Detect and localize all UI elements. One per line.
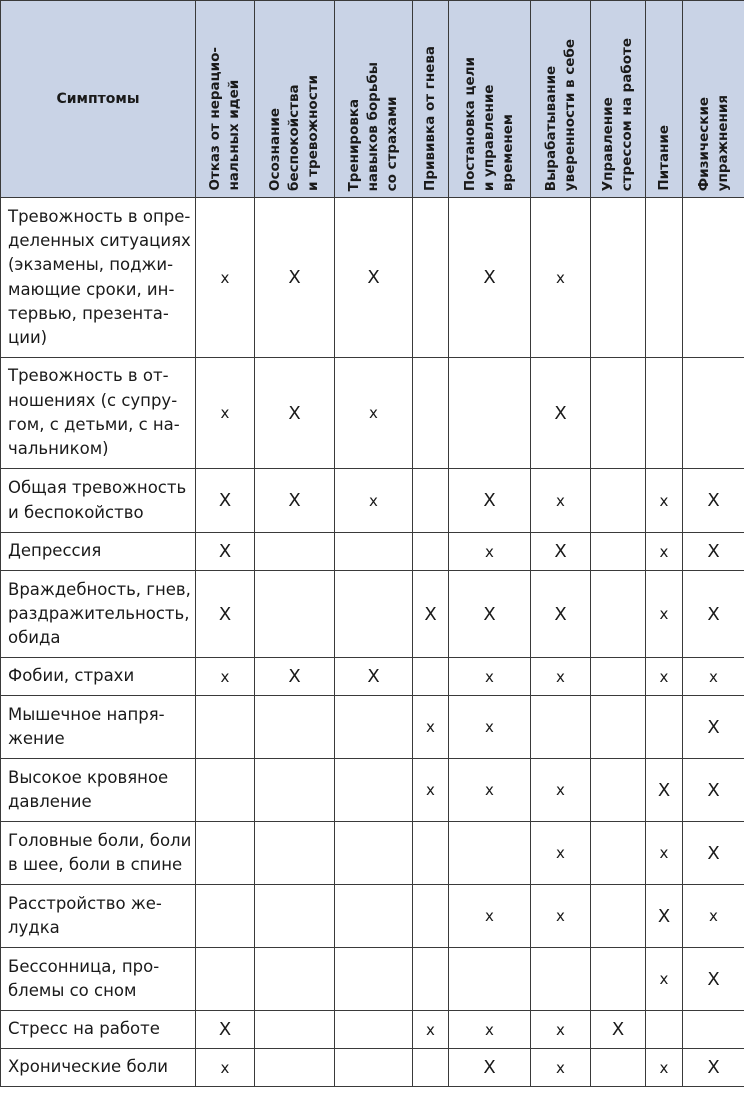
mark-cell: X: [196, 1011, 255, 1049]
mark-cell: x: [646, 571, 683, 658]
mark-cell: [196, 948, 255, 1011]
mark-cell: [196, 759, 255, 822]
symptom-cell: Мышечное напря- жение: [1, 696, 196, 759]
symptom-cell: Бессонница, про- блемы со сном: [1, 948, 196, 1011]
table-row: [1, 885, 744, 948]
table-row: [1, 822, 744, 885]
symptom-cell: Хронические боли: [1, 1049, 196, 1087]
mark-cell: x: [413, 759, 449, 822]
column-header-5: [449, 1, 531, 198]
mark-cell: x: [531, 658, 591, 696]
symptom-cell: Тревожность в от- ношениях (с супру- гом, с детьми, с на- чальником): [1, 358, 196, 469]
table-row: [1, 759, 744, 822]
mark-cell: x: [531, 1049, 591, 1087]
mark-cell: x: [449, 658, 531, 696]
mark-cell: x: [646, 1049, 683, 1087]
mark-cell: x: [196, 198, 255, 358]
mark-cell: x: [449, 533, 531, 571]
mark-cell: x: [646, 822, 683, 885]
table-row: [1, 533, 744, 571]
mark-cell: [335, 948, 413, 1011]
mark-cell: [591, 533, 646, 571]
table-row: [1, 469, 744, 533]
mark-cell: [335, 533, 413, 571]
symptom-cell: Фобии, страхи: [1, 658, 196, 696]
mark-cell: X: [646, 885, 683, 948]
mark-cell: [646, 696, 683, 759]
mark-cell: [449, 948, 531, 1011]
mark-cell: x: [646, 533, 683, 571]
symptom-cell: Депрессия: [1, 533, 196, 571]
mark-cell: [449, 358, 531, 469]
table-row: [1, 358, 744, 469]
mark-cell: [413, 822, 449, 885]
mark-cell: X: [449, 198, 531, 358]
mark-cell: x: [531, 885, 591, 948]
mark-cell: x: [646, 948, 683, 1011]
mark-cell: X: [255, 358, 335, 469]
table-row: [1, 1011, 744, 1049]
mark-cell: [591, 358, 646, 469]
mark-cell: [591, 1049, 646, 1087]
mark-cell: [683, 198, 744, 358]
column-header-label: Питание: [655, 125, 672, 191]
mark-cell: [335, 822, 413, 885]
mark-cell: [646, 198, 683, 358]
mark-cell: X: [449, 571, 531, 658]
mark-cell: [255, 948, 335, 1011]
mark-cell: [646, 358, 683, 469]
mark-cell: [255, 696, 335, 759]
mark-cell: X: [196, 533, 255, 571]
mark-cell: X: [683, 533, 744, 571]
mark-cell: x: [196, 1049, 255, 1087]
mark-cell: x: [449, 696, 531, 759]
column-header-1: [196, 1, 255, 198]
mark-cell: X: [531, 358, 591, 469]
mark-cell: X: [255, 469, 335, 533]
symptom-cell: Стресс на работе: [1, 1011, 196, 1049]
mark-cell: [591, 571, 646, 658]
mark-cell: [255, 759, 335, 822]
table-row: [1, 696, 744, 759]
mark-cell: X: [196, 571, 255, 658]
mark-cell: [413, 885, 449, 948]
mark-cell: X: [683, 822, 744, 885]
mark-cell: X: [591, 1011, 646, 1049]
mark-cell: [335, 696, 413, 759]
column-header-6: [531, 1, 591, 198]
mark-cell: X: [335, 198, 413, 358]
mark-cell: x: [196, 658, 255, 696]
mark-cell: x: [413, 696, 449, 759]
mark-cell: x: [413, 1011, 449, 1049]
mark-cell: [413, 948, 449, 1011]
mark-cell: X: [683, 1049, 744, 1087]
column-header-label: Управление стрессом на работе: [600, 37, 635, 191]
mark-cell: [683, 358, 744, 469]
column-header-label: Постановка цели и управление временем: [462, 56, 516, 191]
mark-cell: [531, 948, 591, 1011]
mark-cell: X: [683, 948, 744, 1011]
mark-cell: x: [646, 658, 683, 696]
mark-cell: X: [196, 469, 255, 533]
mark-cell: X: [531, 533, 591, 571]
mark-cell: [646, 1011, 683, 1049]
mark-cell: [591, 469, 646, 533]
table-row: [1, 948, 744, 1011]
column-header-3: [335, 1, 413, 198]
mark-cell: [413, 469, 449, 533]
mark-cell: X: [646, 759, 683, 822]
mark-cell: [591, 759, 646, 822]
table-header: [1, 1, 744, 198]
column-header-label: Отказ от нерацио- нальных идей: [207, 47, 242, 191]
column-header-label: Физические упражнения: [695, 94, 731, 191]
mark-cell: X: [255, 198, 335, 358]
mark-cell: x: [531, 469, 591, 533]
mark-cell: [196, 696, 255, 759]
mark-cell: [255, 822, 335, 885]
mark-cell: [413, 1049, 449, 1087]
mark-cell: [196, 885, 255, 948]
mark-cell: X: [683, 469, 744, 533]
mark-cell: [335, 571, 413, 658]
column-header-label: Осознание беспокойства и тревожности: [267, 75, 321, 191]
column-header-8: [646, 1, 683, 198]
mark-cell: X: [413, 571, 449, 658]
mark-cell: [449, 822, 531, 885]
mark-cell: [591, 198, 646, 358]
mark-cell: [255, 571, 335, 658]
symptom-cell: Враждебность, гнев, раздражительность, обида: [1, 571, 196, 658]
mark-cell: [531, 696, 591, 759]
mark-cell: X: [449, 469, 531, 533]
mark-cell: [413, 658, 449, 696]
mark-cell: x: [449, 1011, 531, 1049]
mark-cell: [683, 1011, 744, 1049]
mark-cell: x: [335, 358, 413, 469]
mark-cell: X: [531, 571, 591, 658]
mark-cell: x: [196, 358, 255, 469]
symptom-cell: Головные боли, боли в шее, боли в спине: [1, 822, 196, 885]
mark-cell: x: [531, 822, 591, 885]
table-row: [1, 658, 744, 696]
mark-cell: X: [683, 696, 744, 759]
mark-cell: [335, 1011, 413, 1049]
mark-cell: [413, 533, 449, 571]
mark-cell: [255, 533, 335, 571]
mark-cell: x: [335, 469, 413, 533]
mark-cell: x: [683, 658, 744, 696]
column-header-4: [413, 1, 449, 198]
mark-cell: X: [683, 571, 744, 658]
mark-cell: [255, 1011, 335, 1049]
mark-cell: x: [531, 198, 591, 358]
mark-cell: [255, 1049, 335, 1087]
mark-cell: X: [335, 658, 413, 696]
column-header-9: [683, 1, 744, 198]
mark-cell: [196, 822, 255, 885]
mark-cell: [591, 822, 646, 885]
mark-cell: [413, 198, 449, 358]
table-row: [1, 571, 744, 658]
table-row: [1, 1049, 744, 1087]
table-body: [1, 198, 744, 1087]
mark-cell: [335, 885, 413, 948]
symptom-cell: Высокое кровяное давление: [1, 759, 196, 822]
column-header-2: [255, 1, 335, 198]
mark-cell: X: [255, 658, 335, 696]
mark-cell: X: [683, 759, 744, 822]
mark-cell: x: [449, 885, 531, 948]
table-row: [1, 198, 744, 358]
mark-cell: x: [531, 1011, 591, 1049]
symptom-cell: Тревожность в опре- деленных ситуациях (экзамены, поджи- мающие сроки, ин- тервью, презента- ции): [1, 198, 196, 358]
mark-cell: X: [449, 1049, 531, 1087]
symptom-cell: Общая тревожность и беспокойство: [1, 469, 196, 533]
header-symptoms: Симптомы: [1, 1, 196, 198]
column-header-7: [591, 1, 646, 198]
mark-cell: [591, 658, 646, 696]
mark-cell: [255, 885, 335, 948]
symptom-cell: Расстройство же- лудка: [1, 885, 196, 948]
mark-cell: x: [646, 469, 683, 533]
mark-cell: x: [531, 759, 591, 822]
mark-cell: [413, 358, 449, 469]
mark-cell: [591, 696, 646, 759]
mark-cell: x: [449, 759, 531, 822]
mark-cell: [335, 1049, 413, 1087]
column-header-label: Вырабатывание уверенности в себе: [542, 38, 578, 191]
mark-cell: [335, 759, 413, 822]
mark-cell: [591, 948, 646, 1011]
column-header-label: Тренировка навыков борьбы со страхами: [346, 61, 400, 191]
mark-cell: x: [683, 885, 744, 948]
column-header-label: Прививка от гнева: [422, 46, 438, 191]
mark-cell: [591, 885, 646, 948]
